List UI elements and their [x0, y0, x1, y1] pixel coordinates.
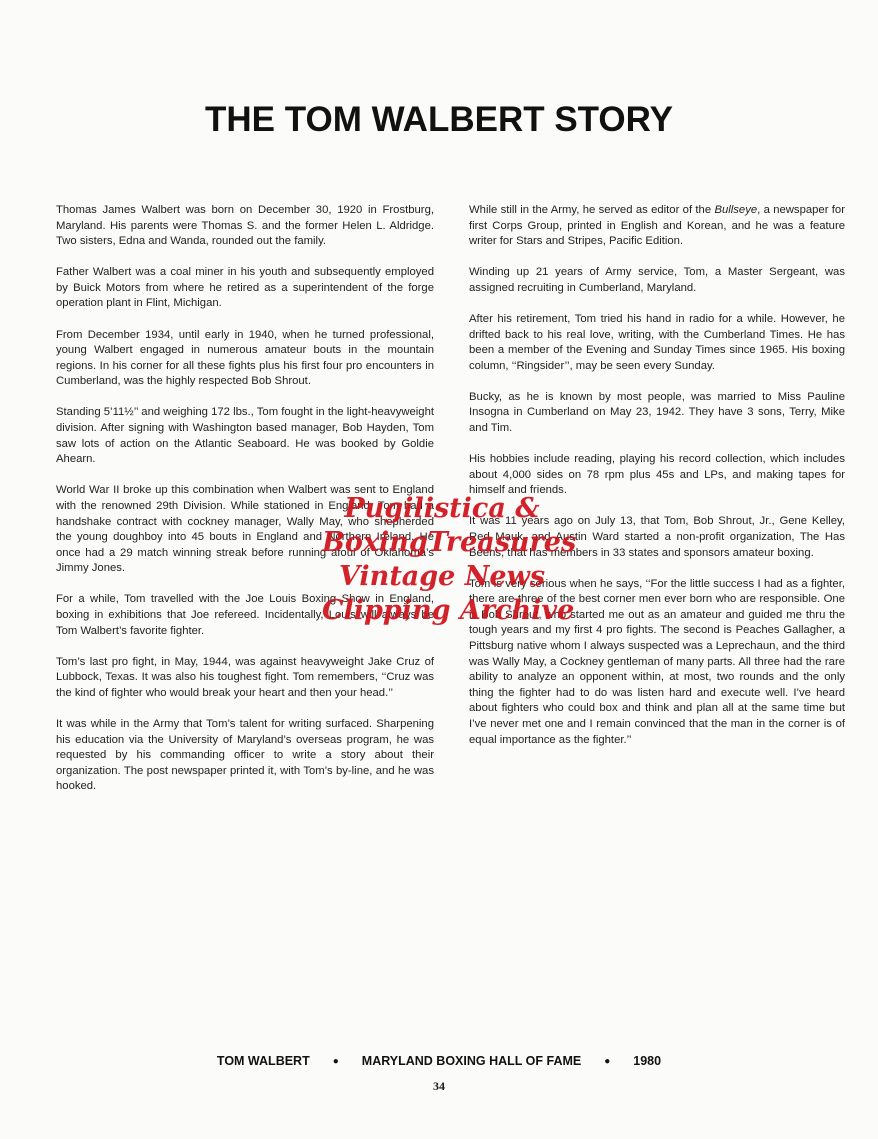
- paragraph: After his retirement, Tom tried his hand in radio for a while. However, he drifted back to his real love, writing, with the Cumberland Times. He has been a member of the Evening and Sunday Times since 1965. His boxing column, ‘‘Ringsider’’, may be seen every Sunday.: [469, 312, 845, 372]
- archive-watermark: [322, 492, 577, 628]
- watermark-line: Pugilistica &: [344, 493, 540, 524]
- text-run: While still in the Army, he served as editor of the: [469, 204, 715, 216]
- footer-year: 1980: [633, 1054, 662, 1068]
- footer-organization: MARYLAND BOXING HALL OF FAME: [361, 1054, 582, 1068]
- paragraph: Father Walbert was a coal miner in his youth and subsequently employed by Buick Motors from where he retired as a superintendent of the forge operation plant in Flint, Michigan.: [56, 266, 434, 310]
- page-footer: [0, 1054, 878, 1068]
- watermark-line: BoxingTreasures: [322, 527, 577, 558]
- paragraph: Standing 5’11½’’ and weighing 172 lbs., Tom fought in the light-heavyweight division. After signing with Washington based manager, Bob Hayden, Tom saw lots of action on the Atlantic Seaboard. He was booked by Goldie Ahearn.: [56, 406, 434, 466]
- paragraph: Tom’s last pro fight, in May, 1944, was against heavyweight Jake Cruz of Lubbock, Texas. It was also his toughest fight. Tom remembers, ‘‘Cruz was the kind of fighter who would break your heart and then your head.’’: [56, 655, 434, 699]
- paragraph: It was 11 years ago on July 13, that Tom, Bob Shrout, Jr., Gene Kelley, Red Mauk, and Austin Ward started a non-profit organization, The Has Beens, that has members in 33 states and sponsors amateur boxing.: [469, 515, 845, 559]
- page-title: THE TOM WALBERT STORY: [205, 100, 673, 139]
- bullet-icon: ●: [332, 1055, 339, 1067]
- paragraph: Winding up 21 years of Army service, Tom, a Master Sergeant, was assigned recruiting in Cumberland, Maryland.: [469, 266, 845, 294]
- watermark-line: Clipping Archive: [322, 595, 575, 626]
- paragraph: His hobbies include reading, playing his record collection, which includes about 4,000 sides on 78 rpm plus 45s and LPs, and making tapes for himself and friends.: [469, 453, 845, 497]
- paragraph: For a while, Tom travelled with the Joe Louis Boxing Show in England, boxing in exhibitions that Joe refereed. Incidentally, Louis will always be Tom Walbert’s favorite fighter.: [56, 593, 434, 637]
- watermark-line: Vintage News: [338, 561, 546, 592]
- right-column: [469, 203, 845, 764]
- paragraph: Bucky, as he is known by most people, was married to Miss Pauline Insogna in Cumberland on May 23, 1942. They have 3 sons, Terry, Mike and Tim.: [469, 390, 845, 435]
- page-number: 34: [433, 1079, 445, 1093]
- paragraph: World War II broke up this combination when Walbert was sent to England with the renowned 29th Division. While stationed in England, Tom had a handshake contract with cockney manager, Wally May, who shepherded the young doughboy into 45 bouts in England and Northern Ireland. He once had a 29 match winning streak before running afoul of Oklahoma’s Jimmy Jones.: [56, 484, 434, 575]
- paragraph: From December 1934, until early in 1940, when he turned professional, young Walbert engaged in numerous amateur bouts in the mountain regions. In his corner for all these fights plus his first four pro encounters in Cumberland, was the highly respected Bob Shrout.: [56, 328, 434, 388]
- paragraph: Tom is very serious when he says, ‘‘For the little success I had as a fighter, there are three of the best corner men ever born who are responsible. One is Bob Shrout, who started me out as an amateur and guided me thru the tough years and my first 4 pro fights. The second is Peaches Gallagher, a Pittsburg native whom I always suspected was a Leprechaun, and the third was Wally May, a Cockney gentleman of many parts. All three had the rare ability to analyze an opponent within, at most, two rounds and the only thing the fighter had to do was listen hard and execute well. I’ve heard about fighters who could box and think and plan all at the same time but I’ve never met one and I remain convinced that the man in the corner is of equal importance as the fighter.’’: [469, 577, 845, 746]
- publication-name: Bullseye: [714, 204, 758, 216]
- paragraph: [469, 203, 845, 250]
- paragraph: It was while in the Army that Tom’s talent for writing surfaced. Sharpening his education via the University of Maryland’s overseas program, he was requested by his commanding officer to write a story about their organization. The post newspaper printed it, with Tom’s by-line, and he was hooked.: [56, 717, 434, 793]
- footer-name: TOM WALBERT: [216, 1054, 310, 1068]
- bullet-icon: ●: [604, 1055, 611, 1067]
- paragraph: Thomas James Walbert was born on December 30, 1920 in Frostburg, Maryland. His parents were Thomas S. and the former Helen L. Aldridge. Two sisters, Edna and Wanda, rounded out the family.: [56, 204, 434, 248]
- text-run: , a newspaper for first Corps Group, printed in English and Korean, and he was a feature writer for Stars and Stripes, Pacific Edition.: [469, 204, 845, 248]
